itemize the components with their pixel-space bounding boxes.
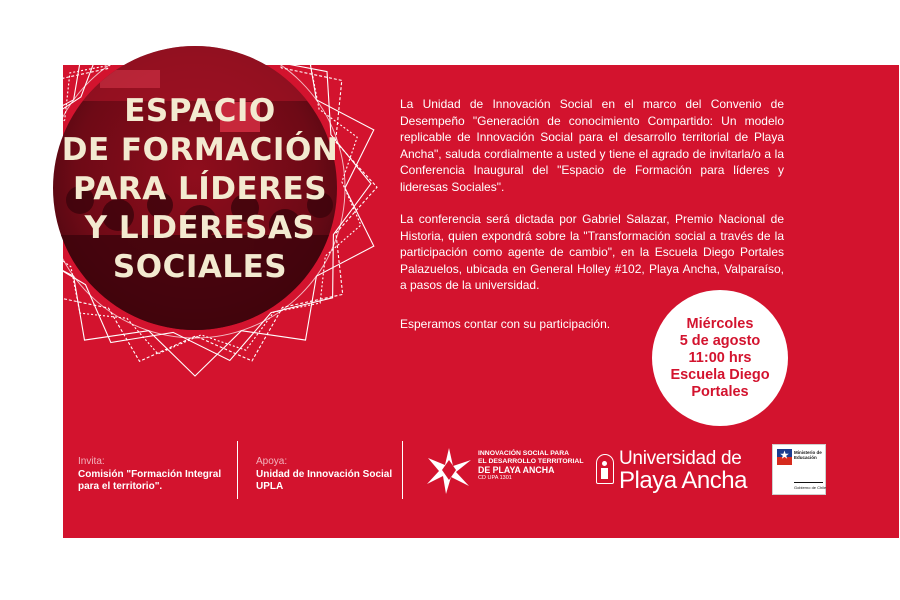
innovacion-social-logo-text (478, 450, 583, 483)
event-details-badge (652, 290, 788, 426)
event-day: Miércoles (686, 315, 754, 332)
event-venue-line: Escuela Diego (670, 366, 770, 383)
footer-divider (237, 441, 238, 499)
conference-paragraph: La conferencia será dictada por Gabriel Salazar, Premio Nacional de Historia, quien expondrá sobre la "Transformación social a través de la participación como agente de cambio", en la Escuela Diego Portales Palazuelos, ubicada en General Holley #102, Playa Ancha, Valparaíso, a pasos de la universidad. (400, 212, 784, 292)
apoya-value: UPLA (256, 481, 284, 492)
closing-line: Esperamos contar con su participación. (400, 316, 611, 331)
title-line: ESPACIO (124, 93, 276, 129)
footer-divider (402, 441, 403, 499)
invita-label: Invita: (78, 456, 105, 467)
logo-text-line: EL DESARROLLO TERRITORIAL (478, 457, 584, 465)
upla-logo-line: Universidad de (619, 448, 742, 469)
gobierno-logo-line: Educación (794, 455, 817, 460)
event-time: 11:00 hrs (688, 349, 752, 366)
invita-value: para el territorio". (78, 481, 163, 492)
intro-paragraph: La Unidad de Innovación Social en el marco del Convenio de Desempeño "Generación de conocimiento Compartido: Un modelo replicable de Innovación Social para el desarrollo territorial de Playa Ancha", saluda cordialmente a usted y tiene el agrado de invitarla/o a la Conferencia Inaugural del "Espacio de Formación para líderes y lideresas Sociales". (400, 97, 784, 194)
invita-value: Comisión "Formación Integral (78, 468, 222, 480)
logo-text-line: DE PLAYA ANCHA (478, 465, 555, 476)
upla-logo-text (619, 449, 747, 493)
footer-apoya (256, 456, 392, 494)
logo-text-line: INNOVACIÓN SOCIAL PARA (478, 450, 570, 457)
logo-text-line: CD UPA 1301 (478, 475, 512, 482)
upla-logo-line: Playa Ancha (619, 467, 747, 494)
title-line: PARA LÍDERES (72, 171, 328, 207)
footer-invita (78, 456, 221, 494)
title-line: Y LIDERESAS (84, 210, 316, 246)
chile-coat-of-arms-icon (777, 449, 792, 465)
innovacion-social-logo-icon (424, 446, 474, 496)
gobierno-logo-line: Gobierno de Chile (794, 485, 827, 490)
apoya-label: Apoya: (256, 456, 288, 467)
event-venue-line: Portales (691, 383, 749, 400)
title-line: SOCIALES (112, 249, 288, 285)
gobierno-logo-line: Ministerio de (794, 450, 822, 455)
event-date: 5 de agosto (679, 332, 761, 349)
gobierno-logo-rule (794, 482, 823, 483)
event-title (40, 92, 360, 287)
apoya-value: Unidad de Innovación Social (256, 468, 393, 480)
gobierno-de-chile-logo (772, 444, 826, 495)
gobierno-logo-ministry (794, 450, 822, 460)
upla-crest-icon (596, 454, 614, 484)
title-line: DE FORMACIÓN (61, 132, 339, 168)
